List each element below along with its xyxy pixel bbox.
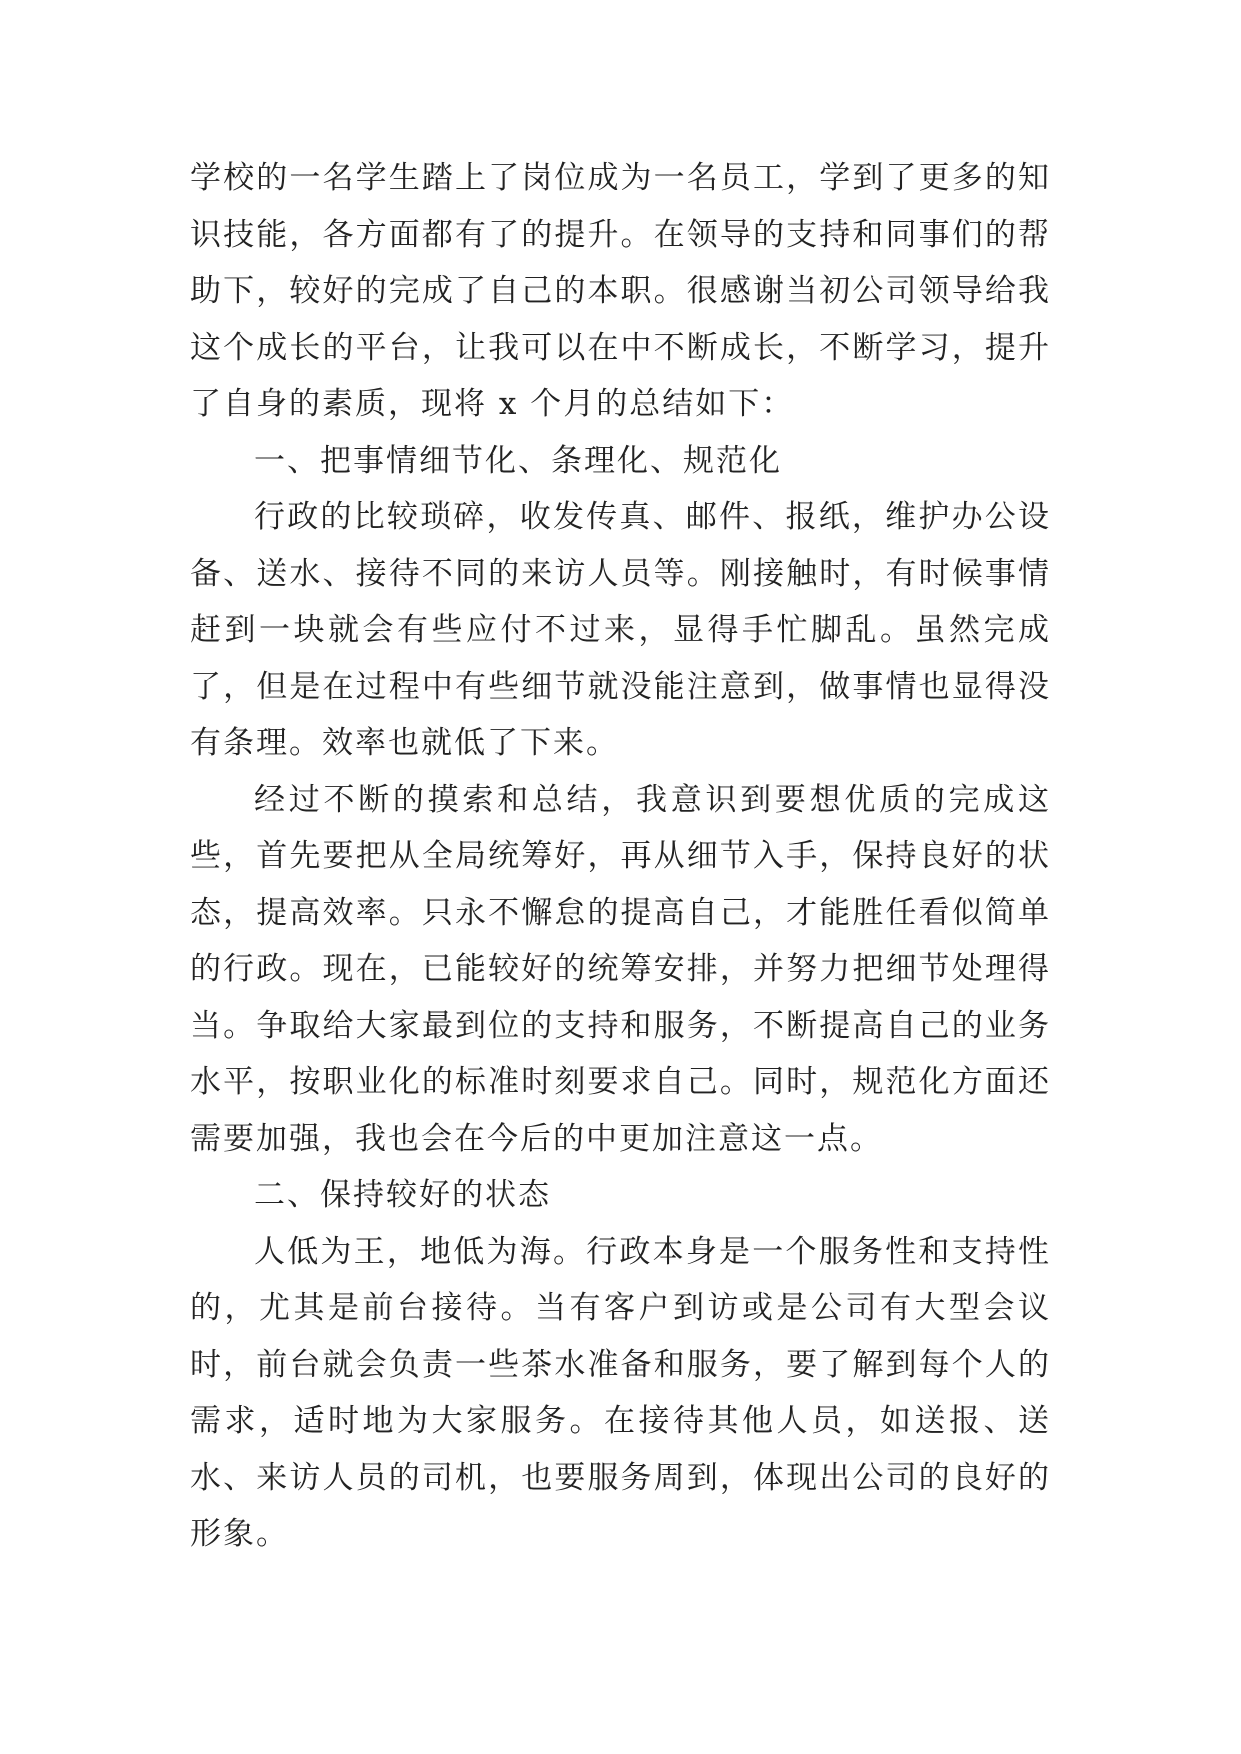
paragraph-intro: 学校的一名学生踏上了岗位成为一名员工，学到了更多的知识技能，各方面都有了的提升。在领导的支持和同事们的帮助下，较好的完成了自己的本职。很感谢当初公司领导给我这个成长的平台，让我可以在中不断成长，不断学习，提升了自身的素质，现将 x 个月的总结如下： <box>190 160 1051 422</box>
paragraph-section2-a: 人低为王，地低为海。行政本身是一个服务性和支持性的，尤其是前台接待。当有客户到访或是公司有大型会议时，前台就会负责一些茶水准备和服务，要了解到每个人的需求，适时地为大家服务。在接待其他人员，如送报、送水、来访人员的司机，也要服务周到，体现出公司的良好的形象。 <box>190 1233 1051 1552</box>
paragraph-section1-a: 行政的比较琐碎，收发传真、邮件、报纸，维护办公设备、送水、接待不同的来访人员等。刚接触时，有时候事情赶到一块就会有些应付不过来，显得手忙脚乱。虽然完成了，但是在过程中有些细节就没能注意到，做事情也显得没有条理。效率也就低了下来。 <box>190 499 1051 761</box>
section-heading-2: 二、保持较好的状态 <box>254 1177 551 1213</box>
section-heading-1: 一、把事情细节化、条理化、规范化 <box>254 442 782 479</box>
document-body <box>190 150 1051 1563</box>
paragraph-section1-b: 经过不断的摸索和总结，我意识到要想优质的完成这些，首先要把从全局统筹好，再从细节入手，保持良好的状态，提高效率。只永不懈怠的提高自己，才能胜任看似简单的行政。现在，已能较好的统筹安排，并努力把细节处理得当。争取给大家最到位的支持和服务，不断提高自己的业务水平，按职业化的标准时刻要求自己。同时，规范化方面还需要加强，我也会在今后的中更加注意这一点。 <box>190 781 1051 1157</box>
